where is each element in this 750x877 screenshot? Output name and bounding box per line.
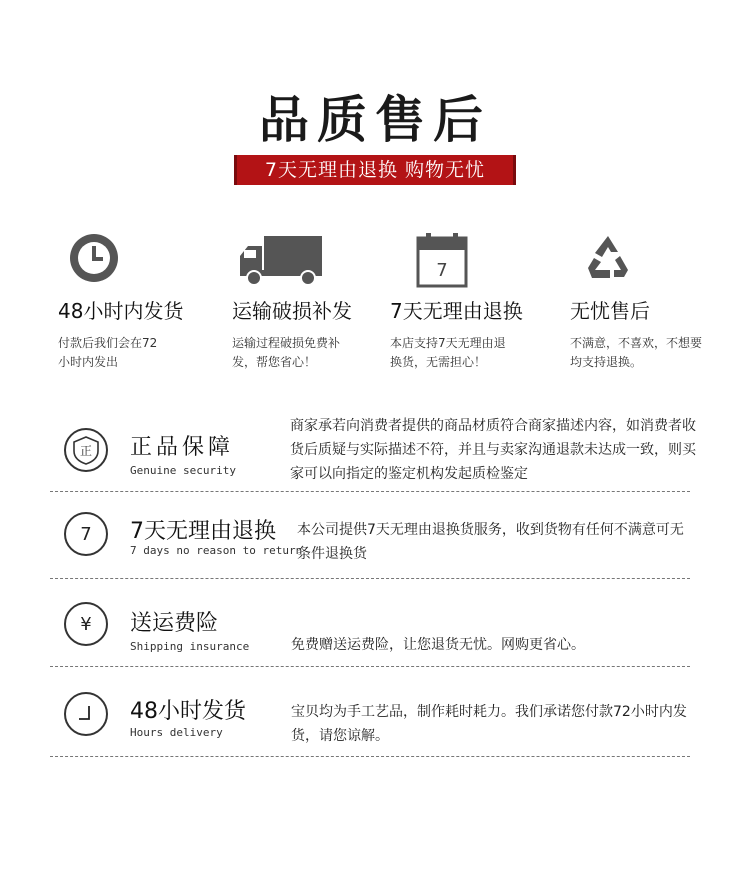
row-title: 送运费险 <box>130 611 219 636</box>
divider <box>50 491 690 492</box>
promo-banner: 7天无理由退换 购物无忧 <box>234 155 516 185</box>
feature-desc: 本店支持7天无理由退换货，无需担心！ <box>390 336 506 369</box>
calendar-day: 7 <box>436 260 448 281</box>
feature-desc: 运输过程破损免费补发，帮您省心！ <box>232 336 341 369</box>
feature-desc: 付款后我们会在72小时内发出 <box>58 336 158 369</box>
row-subtitle: 7 days no reason to return <box>130 544 303 557</box>
row-title: 正品保障 <box>130 435 235 460</box>
clock-icon <box>68 232 238 292</box>
row-title: 48小时发货 <box>130 699 246 724</box>
row-desc: 本公司提供7天无理由退换货服务，收到货物有任何不满意可无条件退换货 <box>297 522 684 562</box>
hours-icon <box>64 692 108 736</box>
feature-name: 7天无理由退换 <box>390 299 523 323</box>
guarantee-row-genuine <box>50 412 696 490</box>
guarantee-row-insurance <box>50 588 690 666</box>
divider <box>50 578 690 579</box>
feature-worry-free <box>570 232 750 372</box>
divider <box>50 666 690 667</box>
feature-desc: 不满意，不喜欢，不想要均支持退换。 <box>570 336 703 369</box>
feature-fast-shipping <box>58 232 238 372</box>
divider <box>50 756 690 757</box>
feature-damage-reship <box>232 232 412 372</box>
yen-icon: ¥ <box>64 602 108 646</box>
row-title: 7天无理由退换 <box>130 519 276 544</box>
genuine-seal-text: 正 <box>79 444 93 458</box>
recycle-icon <box>580 232 750 292</box>
calendar-icon <box>416 232 570 292</box>
guarantee-row-delivery <box>50 676 690 756</box>
row-desc: 免费赠送运费险，让您退货无忧。网购更省心。 <box>291 637 585 653</box>
truck-icon <box>238 232 412 292</box>
row-desc: 宝贝均为手工艺品，制作耗时耗力。我们承诺您付款72小时内发货，请您谅解。 <box>291 704 687 744</box>
guarantee-row-return <box>50 500 690 578</box>
row-subtitle: Hours delivery <box>130 726 223 739</box>
feature-name: 运输破损补发 <box>232 299 352 323</box>
row-desc: 商家承若向消费者提供的商品材质符合商家描述内容，如消费者收货后质疑与实际描述不符，并且与卖家沟通退款未达成一致，则买家可以向指定的鉴定机构发起质检鉴定 <box>290 418 696 482</box>
feature-seven-day-return <box>390 232 570 372</box>
feature-name: 48小时内发货 <box>58 299 184 323</box>
genuine-seal-icon <box>64 428 108 472</box>
row-subtitle: Genuine security <box>130 464 236 477</box>
row-subtitle: Shipping insurance <box>130 640 250 653</box>
page-title: 品质售后 <box>259 91 491 149</box>
feature-name: 无忧售后 <box>570 299 650 323</box>
seven-days-icon: 7 <box>64 512 108 556</box>
